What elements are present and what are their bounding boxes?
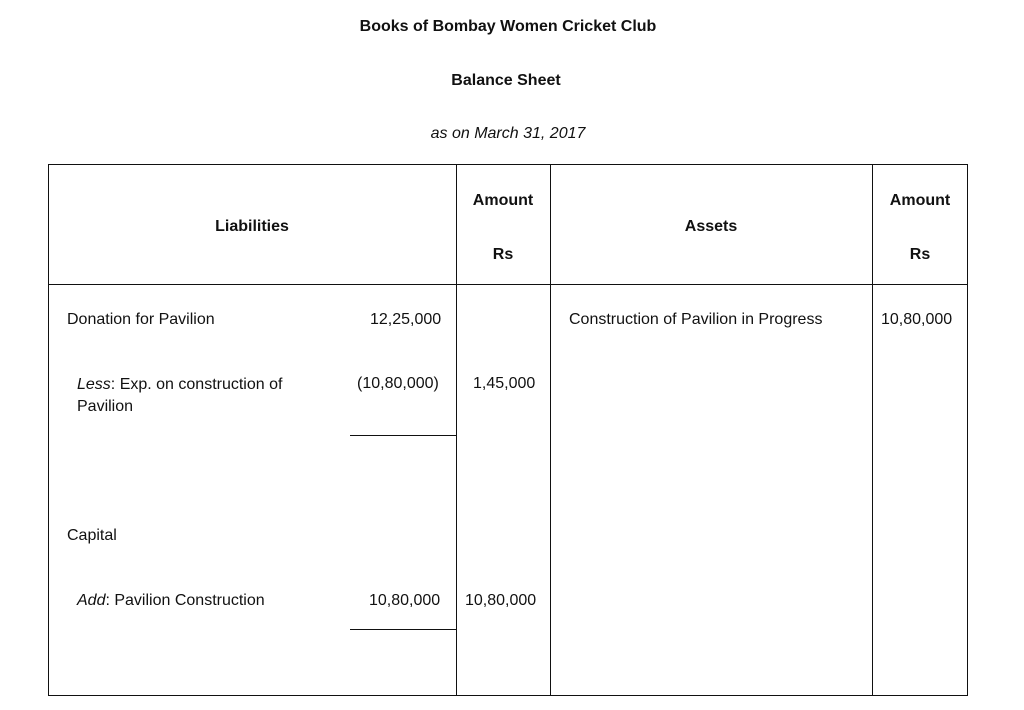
capital-net-amount: 10,80,000 <box>465 592 537 609</box>
less-expense-amount: (10,80,000) <box>357 375 439 392</box>
donation-net-amount: 1,45,000 <box>473 375 536 392</box>
document-subtitle: Balance Sheet <box>451 72 561 89</box>
add-prefix: Add <box>77 592 106 609</box>
document-date: as on March 31, 2017 <box>430 125 586 142</box>
header-rs-liabilities: Rs <box>492 246 514 263</box>
add-construction-amount: 10,80,000 <box>369 592 441 609</box>
add-construction-label <box>77 592 265 610</box>
less-expense-label <box>77 374 317 418</box>
donation-amount: 12,25,000 <box>370 311 442 328</box>
subtotal-underline <box>350 629 456 630</box>
header-amount-liabilities: Amount <box>472 192 534 209</box>
column-divider <box>456 164 457 696</box>
asset-construction-label: Construction of Pavilion in Progress <box>569 311 823 328</box>
document-title: Books of Bombay Women Cricket Club <box>359 18 657 35</box>
asset-construction-amount: 10,80,000 <box>881 311 953 328</box>
donation-label: Donation for Pavilion <box>67 311 215 328</box>
column-divider <box>550 164 551 696</box>
header-divider <box>48 284 968 285</box>
add-text: : Pavilion Construction <box>105 592 265 609</box>
header-assets: Assets <box>684 218 738 235</box>
capital-label: Capital <box>67 527 117 544</box>
less-text: : Exp. on construction of Pavilion <box>77 376 283 415</box>
column-divider <box>872 164 873 696</box>
header-rs-assets: Rs <box>909 246 931 263</box>
balance-sheet-table <box>48 164 968 696</box>
less-prefix: Less <box>77 376 111 393</box>
header-liabilities: Liabilities <box>215 218 289 235</box>
header-amount-assets: Amount <box>889 192 951 209</box>
subtotal-underline <box>350 435 456 436</box>
